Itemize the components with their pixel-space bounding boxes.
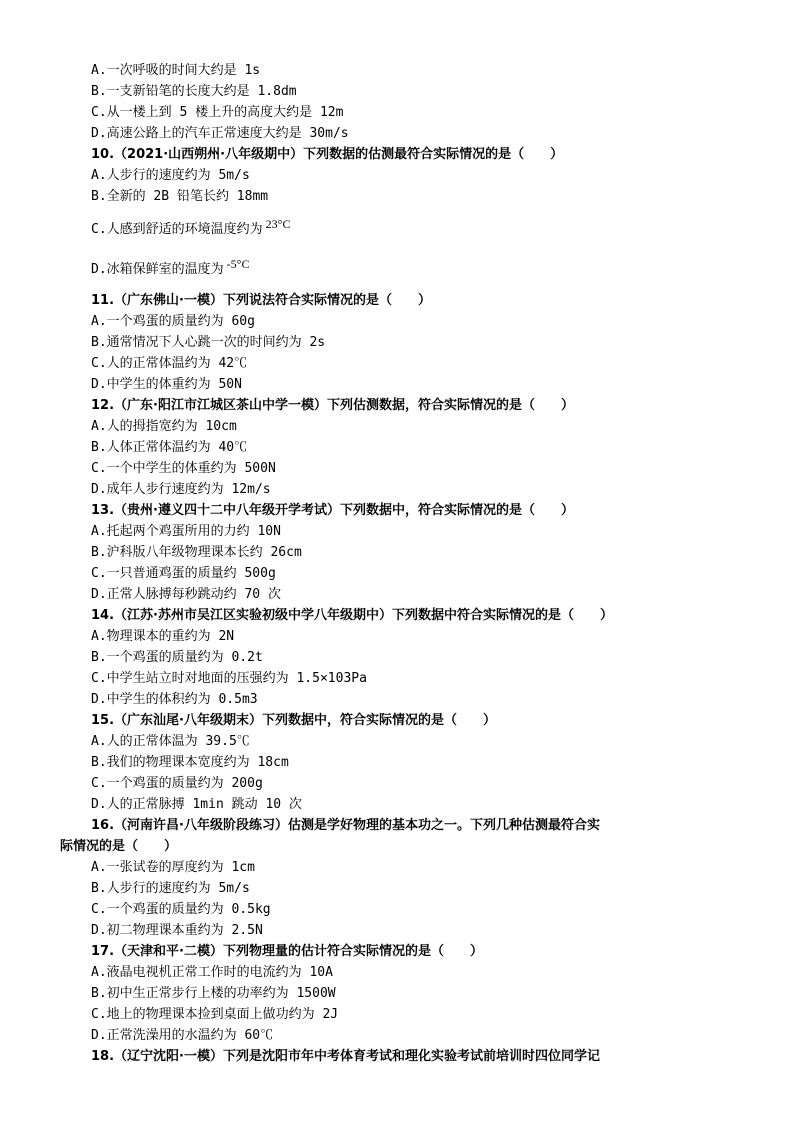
question-text: 15.（广东汕尾·八年级期末）下列数据中，符合实际情况的是（ ） <box>91 713 496 728</box>
answer-option: B.通常情况下人心跳一次的时间约为 2s <box>91 335 326 350</box>
answer-option: C.一个鸡蛋的质量约为 0.5kg <box>91 902 271 917</box>
answer-option: A.人的拇指宽约为 10cm <box>91 419 237 434</box>
answer-option: D.中学生的体积约为 0.5m3 <box>91 692 258 707</box>
answer-option: C.从一楼上到 5 楼上升的高度大约是 12m <box>91 105 344 120</box>
answer-option: D.正常洗澡用的水温约为 60℃ <box>91 1028 274 1043</box>
question-text: 14.（江苏·苏州市吴江区实验初级中学八年级期中）下列数据中符合实际情况的是（ ） <box>91 608 613 623</box>
answer-option: B.人步行的速度约为 5m/s <box>91 881 250 896</box>
question-text: 16.（河南许昌·八年级阶段练习）估测是学好物理的基本功之一。下列几种估测最符合实 <box>91 818 600 833</box>
answer-option: A.人步行的速度约为 5m/s <box>91 168 250 183</box>
answer-option: A.人的正常体温为 39.5℃ <box>91 734 250 749</box>
answer-option: D.冰箱保鲜室的温度为 -5°C <box>91 257 250 277</box>
answer-option: C.一个中学生的体重约为 500N <box>91 461 276 476</box>
answer-option: A.一次呼吸的时间大约是 1s <box>91 63 261 78</box>
answer-option: A.托起两个鸡蛋所用的力约 10N <box>91 524 281 539</box>
question-text: 12.（广东·阳江市江城区茶山中学一模）下列估测数据，符合实际情况的是（ ） <box>91 398 574 413</box>
answer-option: D.中学生的体重约为 50N <box>91 377 242 392</box>
question-text: 10.（2021·山西朔州·八年级期中）下列数据的估测最符合实际情况的是（ ） <box>91 147 564 162</box>
answer-option: C.一个鸡蛋的质量约为 200g <box>91 776 263 791</box>
question-text: 17.（天津和平·二模）下列物理量的估计符合实际情况的是（ ） <box>91 944 483 959</box>
question-text: 际情况的是（ ） <box>60 839 178 854</box>
answer-option: C.人的正常体温约为 42℃ <box>91 356 248 371</box>
answer-option: C.一只普通鸡蛋的质量约 500g <box>91 566 276 581</box>
answer-option: D.人的正常脉搏 1min 跳动 10 次 <box>91 797 302 812</box>
answer-option: B.我们的物理课本宽度约为 18cm <box>91 755 289 770</box>
answer-option: A.一个鸡蛋的质量约为 60g <box>91 314 255 329</box>
answer-option: B.一支新铅笔的长度大约是 1.8dm <box>91 84 297 99</box>
question-text: 18.（辽宁沈阳·一模）下列是沈阳市年中考体育考试和理化实验考试前培训时四位同学记 <box>91 1049 600 1064</box>
question-text: 13.（贵州·遵义四十二中八年级开学考试）下列数据中，符合实际情况的是（ ） <box>91 503 574 518</box>
answer-option: D.成年人步行速度约为 12m/s <box>91 482 271 497</box>
answer-option: B.初中生正常步行上楼的功率约为 1500W <box>91 986 336 1001</box>
answer-option: D.初二物理课本重约为 2.5N <box>91 923 263 938</box>
answer-option: B.一个鸡蛋的质量约为 0.2t <box>91 650 263 665</box>
answer-option: C.中学生站立时对地面的压强约为 1.5×103Pa <box>91 671 367 686</box>
answer-option: A.物理课本的重约为 2N <box>91 629 235 644</box>
answer-option: B.全新的 2B 铅笔长约 18mm <box>91 189 269 204</box>
temperature-value: 23°C <box>265 217 291 231</box>
answer-option: D.高速公路上的汽车正常速度大约是 30m/s <box>91 126 349 141</box>
answer-option: A.一张试卷的厚度约为 1cm <box>91 860 255 875</box>
temperature-value: -5°C <box>226 257 250 271</box>
answer-option: D.正常人脉搏每秒跳动约 70 次 <box>91 587 281 602</box>
answer-option: C.人感到舒适的环境温度约为 23°C <box>91 217 291 237</box>
answer-option: B.沪科版八年级物理课本长约 26cm <box>91 545 302 560</box>
answer-option: B.人体正常体温约为 40℃ <box>91 440 248 455</box>
answer-option: C.地上的物理课本捡到桌面上做功约为 2J <box>91 1007 339 1022</box>
answer-option: A.液晶电视机正常工作时的电流约为 10A <box>91 965 333 980</box>
question-text: 11.（广东佛山·一模）下列说法符合实际情况的是（ ） <box>91 293 431 308</box>
